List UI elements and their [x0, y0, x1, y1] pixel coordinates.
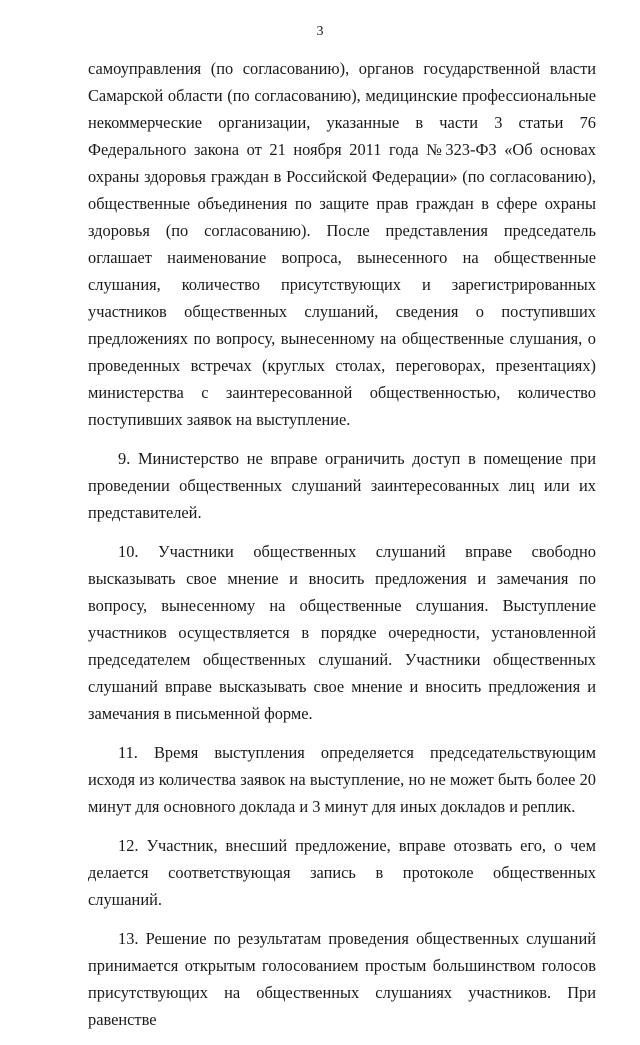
paragraph-item-9: 9. Министерство не вправе ограничить доступ в помещение при проведении общественных слушаний заинтересованных лиц или их представителей. — [88, 449, 596, 522]
paragraph-item-10: 10. Участники общественных слушаний вправе свободно высказывать свое мнение и вносить предложения и замечания по вопросу, вынесенному на общественные слушания. Выступление участников осуществляется в порядке очередности, установленной председателем общественных слушаний. Участники общественных слушаний вправе высказывать свое мнение и вносить предложения и замечания в письменной форме. — [88, 542, 596, 723]
paragraph-item-13: 13. Решение по результатам проведения общественных слушаний принимается открытым голосованием простым большинством голосов присутствующих на общественных слушаниях участников. При равенстве — [88, 929, 596, 1029]
page-number: 3 — [316, 24, 324, 39]
paragraph-item-11: 11. Время выступления определяется председательствующим исходя из количества заявок на выступление, но не может быть более 20 минут для основного доклада и 3 минут для иных докладов и реплик. — [88, 743, 596, 816]
document-body — [88, 55, 596, 1045]
paragraph-continuation: самоуправления (по согласованию), органов государственной власти Самарской области (по согласованию), медицинские профессиональные некоммерческие организации, указанные в части 3 статьи 76 Федерального закона от 21 ноября 2011 года №323-ФЗ «Об основах охраны здоровья граждан в Российской Федерации» (по согласованию), общественные объединения по защите прав граждан в сфере охраны здоровья (по согласованию). После представления председатель оглашает наименование вопроса, вынесенного на общественные слушания, количество присутствующих и зарегистрированных участников общественных слушаний, сведения о поступивших предложениях по вопросу, вынесенному на общественные слушания, о проведенных встречах (круглых столах, переговорах, презентациях) министерства с заинтересованной общественностью, количество поступивших заявок на выступление. — [88, 59, 596, 429]
paragraph-item-12: 12. Участник, внесший предложение, вправе отозвать его, о чем делается соответствующая запись в протоколе общественных слушаний. — [88, 836, 596, 909]
